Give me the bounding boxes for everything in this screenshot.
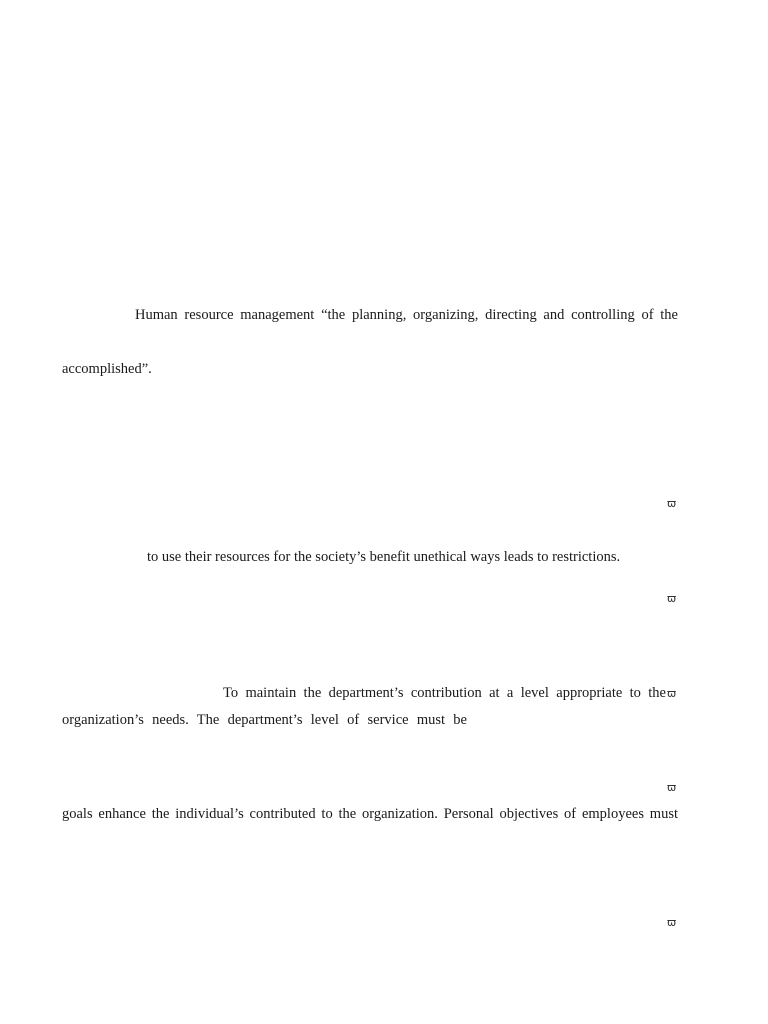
paragraph-resources-line: to use their resources for the society’s benefit unethical ways leads to restrictions.	[147, 549, 621, 565]
bullet-glyph-icon: ϖ	[667, 687, 677, 700]
paragraph-hrm-line-2: accomplished”.	[62, 361, 152, 377]
bullet-glyph-icon: ϖ	[667, 916, 677, 929]
paragraph-maintain-line-2: organization’s needs. The department’s level of service must be	[62, 712, 467, 728]
bullet-glyph-icon: ϖ	[667, 592, 677, 605]
paragraph-goals-line: goals enhance the individual’s contributed to the organization. Personal objectives of employees must	[62, 806, 678, 822]
paragraph-maintain-line-1: To maintain the department’s contribution at a level appropriate to the	[223, 685, 666, 701]
bullet-glyph-icon: ϖ	[667, 781, 677, 794]
bullet-glyph-icon: ϖ	[667, 497, 677, 510]
paragraph-hrm-line-1: Human resource management “the planning, organizing, directing and controlling of the	[135, 307, 678, 323]
